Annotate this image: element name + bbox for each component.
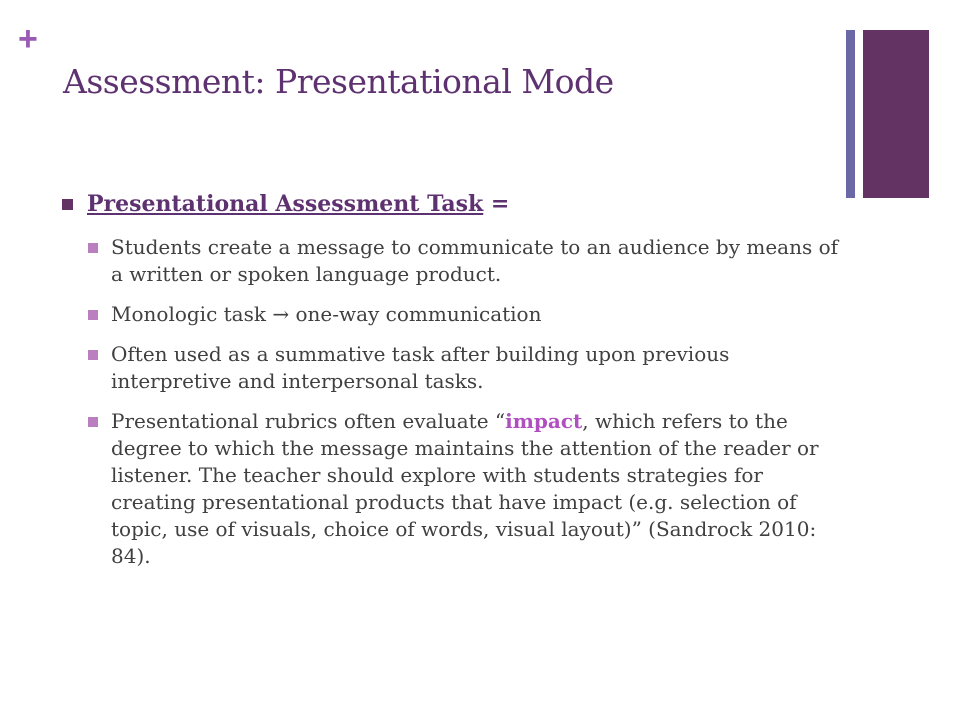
square-bullet-icon [88,417,98,427]
list-item [88,408,852,570]
bullet-heading [62,188,852,220]
decorative-bar-thick [863,30,929,198]
list-item [88,341,852,395]
list-item [88,301,852,328]
list-item-text: Monologic task → one-way communication [111,302,542,326]
heading-suffix: = [483,191,510,217]
slide-title: Assessment: Presentational Mode [63,62,614,101]
square-bullet-icon [88,243,98,253]
list-item [88,234,852,288]
decorative-bar-thin [846,30,855,198]
list-item-text [111,408,852,570]
square-bullet-icon [88,310,98,320]
square-bullet-icon [62,199,73,210]
quote-before: Presentational rubrics often evaluate “ [111,409,506,433]
heading-text [87,188,509,220]
list-item-text: Students create a message to communicate to an audience by means of a written or spoken language product. [111,235,839,286]
list-item-text: Often used as a summative task after building upon previous interpretive and interpersonal tasks. [111,342,730,393]
quote-after: , which refers to the degree to which the message maintains the attention of the reader or listener. The teacher should explore with students strategies for creating presentational products that have impact (e.g. selection of topic, use of visuals, choice of words, visual layout)” (Sandrock 2010: 84). [111,409,819,568]
emphasis-impact: impact [505,409,583,433]
square-bullet-icon [88,350,98,360]
plus-icon: + [18,20,38,58]
heading-link[interactable]: Presentational Assessment Task [87,191,484,217]
slide-content [62,188,852,583]
